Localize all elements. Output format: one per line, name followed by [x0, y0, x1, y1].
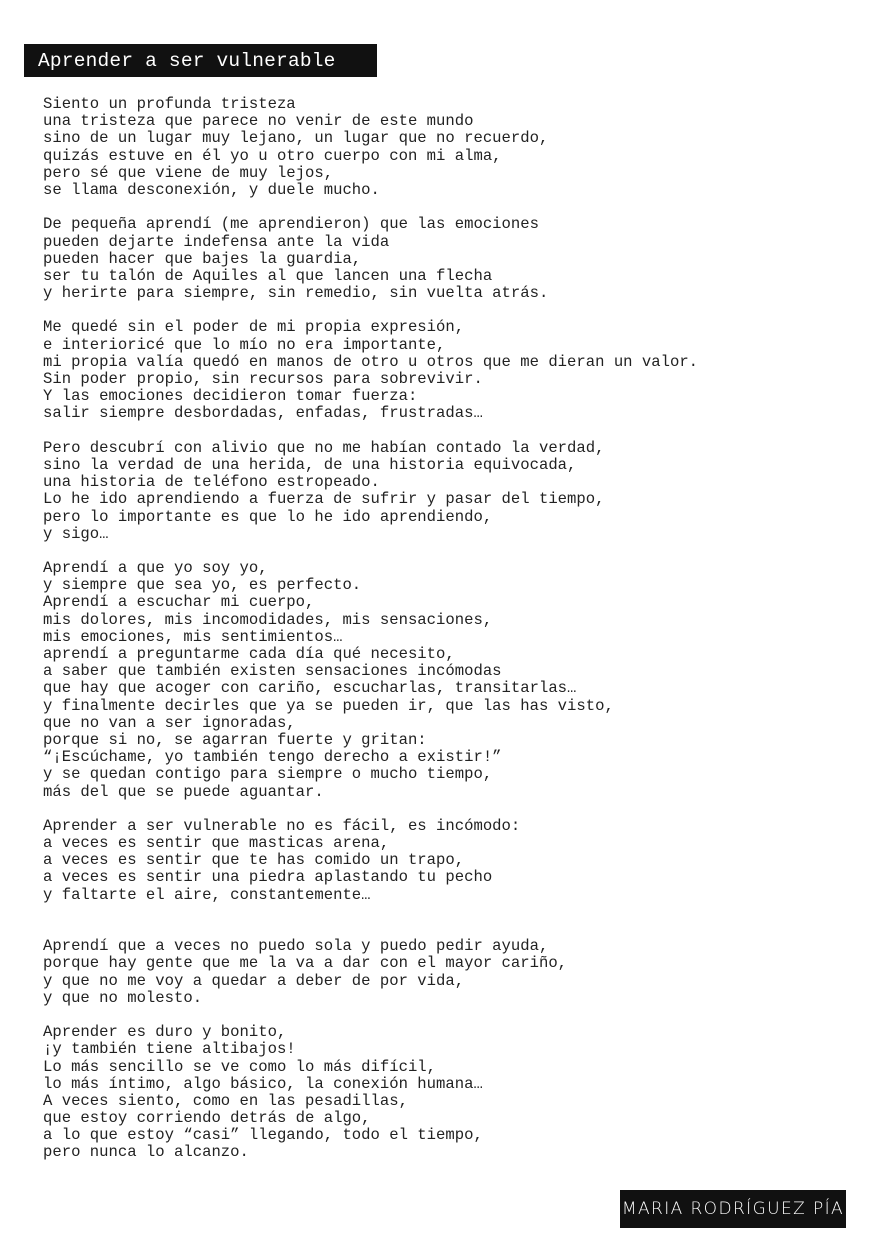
poem-line: porque si no, se agarran fuerte y gritan: — [43, 730, 427, 749]
poem-line: a veces es sentir una piedra aplastando tu pecho — [43, 868, 493, 887]
stanza-spacer — [43, 423, 843, 440]
poem-line: “¡Escúchame, yo también tengo derecho a existir!” — [43, 748, 502, 767]
poem-line: pero lo importante es que lo he ido aprendiendo, — [43, 507, 493, 526]
poem-line: y herirte para siempre, sin remedio, sin vuelta atrás. — [43, 284, 549, 303]
poem-line: a lo que estoy “casi” llegando, todo el tiempo, — [43, 1126, 483, 1145]
poem-line: ser tu talón de Aquiles al que lancen una flecha — [43, 266, 493, 285]
poem-line: e interioricé que lo mío no era importante, — [43, 335, 446, 354]
poem-line: Lo he ido aprendiendo a fuerza de sufrir y pasar del tiempo, — [43, 490, 605, 509]
poem-line: sino la verdad de una herida, de una historia equivocada, — [43, 455, 577, 474]
poem-line: Me quedé sin el poder de mi propia expresión, — [43, 318, 465, 337]
poem-line: sino de un lugar muy lejano, un lugar que no recuerdo, — [43, 129, 549, 148]
poem-line: ¡y también tiene altibajos! — [43, 1040, 296, 1059]
poem-line: aprendí a preguntarme cada día qué necesito, — [43, 645, 455, 663]
poem-line: y que no molesto. — [43, 988, 203, 1007]
page-title: Aprender a ser vulnerable — [38, 49, 336, 72]
poem-line: y finalmente decirles que ya se pueden ir, que las has visto, — [43, 696, 614, 715]
poem-line: mi propia valía quedó en manos de otro u otros que me dieran un valor. — [43, 352, 699, 371]
poem-line: pueden hacer que bajes la guardia, — [43, 249, 362, 268]
stanza-6 — [43, 818, 843, 904]
poem-line: se llama desconexión, y duele mucho. — [43, 180, 380, 199]
poem-line: mis emociones, mis sentimientos… — [43, 627, 343, 646]
poem-line: Aprender a ser vulnerable no es fácil, es incómodo: — [43, 816, 521, 835]
poem-line: pueden dejarte indefensa ante la vida — [43, 232, 390, 251]
poem-line: De pequeña aprendí (me aprendieron) que las emociones — [43, 215, 539, 234]
poem-line: lo más íntimo, algo básico, la conexión humana… — [43, 1074, 483, 1093]
poem-line: y sigo… — [43, 524, 109, 543]
poem-line: que hay que acoger con cariño, escucharlas, transitarlas… — [43, 679, 577, 698]
stanza-spacer — [43, 1007, 843, 1024]
poem-line: porque hay gente que me la va a dar con el mayor cariño, — [43, 954, 568, 973]
stanza-4 — [43, 440, 843, 543]
poem-line: y se quedan contigo para siempre o mucho tiempo, — [43, 765, 493, 784]
poem-line: Aprendí que a veces no puedo sola y puedo pedir ayuda, — [43, 937, 549, 956]
stanza-spacer — [43, 302, 843, 319]
poem-line: salir siempre desbordadas, enfadas, frustradas… — [43, 404, 483, 423]
stanza-2 — [43, 216, 843, 302]
stanza-spacer — [43, 199, 843, 216]
stanza-spacer — [43, 904, 843, 938]
poem-line: Aprendí a que yo soy yo, — [43, 559, 268, 578]
signature-banner — [620, 1190, 846, 1228]
title-banner — [24, 44, 377, 77]
poem-line: mis dolores, mis incomodidades, mis sensaciones, — [43, 610, 493, 629]
stanza-spacer — [43, 543, 843, 560]
poem-line: Aprendí a escuchar mi cuerpo, — [43, 593, 315, 612]
poem-line: a saber que también existen sensaciones incómodas — [43, 662, 502, 681]
poem-line: una historia de teléfono estropeado. — [43, 473, 380, 492]
stanza-spacer — [43, 801, 843, 818]
poem-line: Aprender es duro y bonito, — [43, 1023, 287, 1042]
stanza-7 — [43, 938, 843, 1007]
poem-line: una tristeza que parece no venir de este mundo — [43, 112, 474, 131]
poem-line: Pero descubrí con alivio que no me habían contado la verdad, — [43, 438, 605, 457]
poem-line: A veces siento, como en las pesadillas, — [43, 1091, 408, 1110]
poem-line: Sin poder propio, sin recursos para sobrevivir. — [43, 370, 483, 388]
poem-line: más del que se puede aguantar. — [43, 782, 324, 801]
stanza-1 — [43, 96, 843, 199]
poem-line: Siento un profunda tristeza — [43, 95, 296, 113]
poem-line: Lo más sencillo se ve como lo más difícil, — [43, 1057, 437, 1076]
poem-line: a veces es sentir que te has comido un trapo, — [43, 851, 465, 870]
poem-line: que estoy corriendo detrás de algo, — [43, 1109, 371, 1128]
poem-line: y faltarte el aire, constantemente… — [43, 885, 371, 904]
stanza-3 — [43, 319, 843, 422]
poem-line: quizás estuve en él yo u otro cuerpo con mi alma, — [43, 146, 502, 165]
poem-line: pero sé que viene de muy lejos, — [43, 163, 334, 182]
poem-body — [43, 96, 843, 1162]
poem-line: que no van a ser ignoradas, — [43, 713, 296, 732]
poem-line: Y las emociones decidieron tomar fuerza: — [43, 387, 418, 406]
poem-line: a veces es sentir que masticas arena, — [43, 834, 390, 853]
poem-line: y siempre que sea yo, es perfecto. — [43, 576, 362, 595]
author-signature: MARIA RODRÍGUEZ PÍA — [621, 1199, 845, 1219]
stanza-5 — [43, 560, 843, 801]
poem-line: pero nunca lo alcanzo. — [43, 1143, 249, 1162]
poem-line: y que no me voy a quedar a deber de por vida, — [43, 971, 465, 990]
stanza-8 — [43, 1024, 843, 1162]
